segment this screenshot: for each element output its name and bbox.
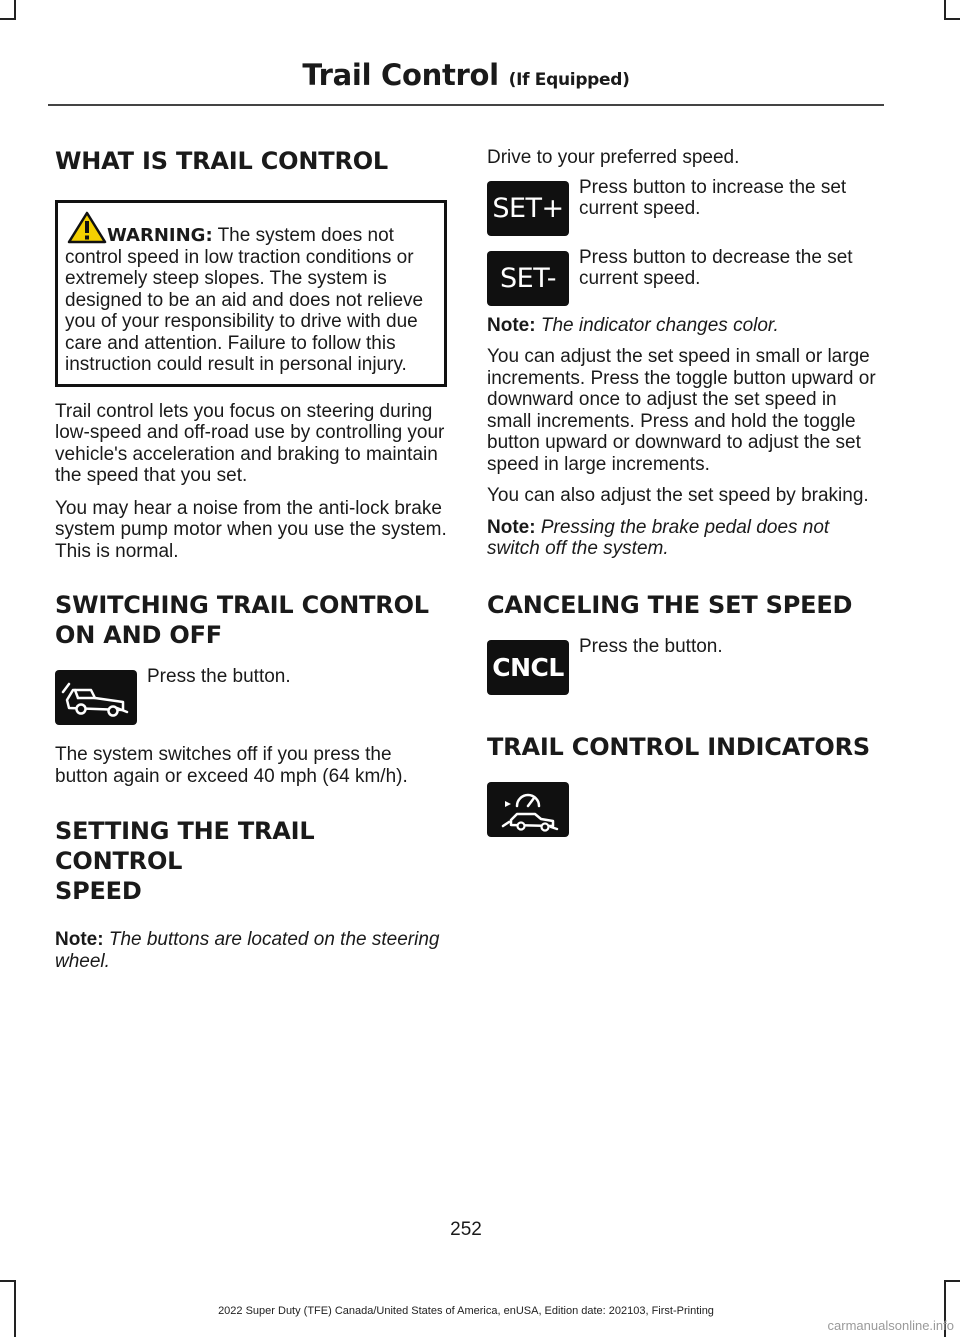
- set-minus-row: [487, 246, 882, 311]
- heading-switching-line2: ON AND OFF: [55, 621, 222, 649]
- page-header: [0, 58, 932, 92]
- indicator-row: [487, 782, 882, 842]
- crop-mark: [0, 18, 16, 20]
- left-column: [55, 140, 447, 972]
- warning-first-line: The system does not: [217, 225, 394, 246]
- warning-body: control speed in low traction conditions or extremely steep slopes. The system is designed to be an aid and does not relieve you of your responsibility to drive with due care and attention. Failure to follow this instruction could result in personal injury.: [65, 246, 424, 375]
- set-plus-label: SET+: [492, 192, 564, 224]
- paragraph-drive: Drive to your preferred speed.: [487, 147, 740, 168]
- footer-edition: 2022 Super Duty (TFE) Canada/United States of America, enUSA, Edition date: 202103, First-Printing: [218, 1305, 714, 1317]
- paragraph-intro: Trail control lets you focus on steering during low-speed and off-road use by controlling your vehicle's acceleration and braking to maintain the speed that you set.: [55, 400, 445, 486]
- paragraph-braking: You can also adjust the set speed by braking.: [487, 485, 869, 506]
- heading-indicators: TRAIL CONTROL INDICATORS: [487, 732, 870, 761]
- heading-canceling: CANCELING THE SET SPEED: [487, 590, 853, 619]
- note-buttons-location: [55, 929, 447, 972]
- warning-label: WARNING:: [107, 225, 213, 246]
- heading-setting: [55, 816, 447, 906]
- crop-mark: [944, 18, 960, 20]
- note-text: The buttons are located on the steering wheel.: [55, 929, 440, 972]
- trail-control-indicator-icon: [495, 786, 561, 832]
- page-number: 252: [450, 1219, 482, 1240]
- right-column: [487, 147, 882, 842]
- warning-triangle-icon: [67, 211, 107, 250]
- cncl-label: CNCL: [492, 652, 564, 682]
- set-plus-row: [487, 176, 882, 241]
- cncl-button[interactable]: [487, 640, 569, 695]
- header-subtitle: (If Equipped): [508, 70, 630, 90]
- paragraph-increments: You can adjust the set speed in small or large increments. Press the toggle button upward or downward once to adjust the set speed in small increments. Press and hold the toggle button upward or downward to adjust the set speed in large increments.: [487, 346, 876, 475]
- indicator-tile: [487, 782, 569, 837]
- cncl-row: [487, 635, 882, 700]
- vehicle-trail-control-icon: [61, 678, 131, 718]
- header-rule: [48, 104, 884, 106]
- note-text: The indicator changes color.: [540, 314, 779, 336]
- trail-control-button[interactable]: [55, 670, 137, 725]
- header-title: Trail Control: [302, 58, 499, 92]
- set-minus-label: SET-: [500, 262, 556, 294]
- set-plus-desc: Press button to increase the set current speed.: [579, 176, 847, 219]
- note-indicator-color: [487, 315, 882, 337]
- set-plus-button[interactable]: [487, 181, 569, 236]
- heading-switching-line1: SWITCHING TRAIL CONTROL: [55, 591, 429, 619]
- paragraph-switch-off: The system switches off if you press the button again or exceed 40 mph (64 km/h).: [55, 744, 408, 787]
- set-minus-button[interactable]: [487, 251, 569, 306]
- crop-mark: [944, 0, 946, 20]
- note-text: Pressing the brake pedal does not switch off the system.: [487, 516, 830, 559]
- trail-control-button-row: [55, 666, 447, 730]
- crop-mark: [944, 1280, 960, 1282]
- paragraph-noise: You may hear a noise from the anti-lock brake system pump motor when you use the system. This is normal.: [55, 497, 447, 562]
- note-label: Note:: [55, 929, 104, 950]
- watermark: carmanualsonline.info: [827, 1318, 954, 1333]
- heading-setting-line1: SETTING THE TRAIL CONTROL: [55, 817, 315, 875]
- note-label: Note:: [487, 516, 536, 538]
- set-minus-desc: Press button to decrease the set current speed.: [579, 246, 853, 289]
- heading-switching: [55, 590, 447, 650]
- warning-box: [55, 200, 447, 387]
- crop-mark: [0, 1280, 16, 1282]
- heading-setting-line2: SPEED: [55, 877, 142, 905]
- crop-mark: [14, 0, 16, 20]
- trail-control-button-desc: Press the button.: [147, 666, 291, 687]
- note-label: Note:: [487, 314, 536, 336]
- cncl-desc: Press the button.: [579, 635, 723, 657]
- heading-what-is: WHAT IS TRAIL CONTROL: [55, 147, 389, 175]
- note-brake-pedal: [487, 517, 882, 560]
